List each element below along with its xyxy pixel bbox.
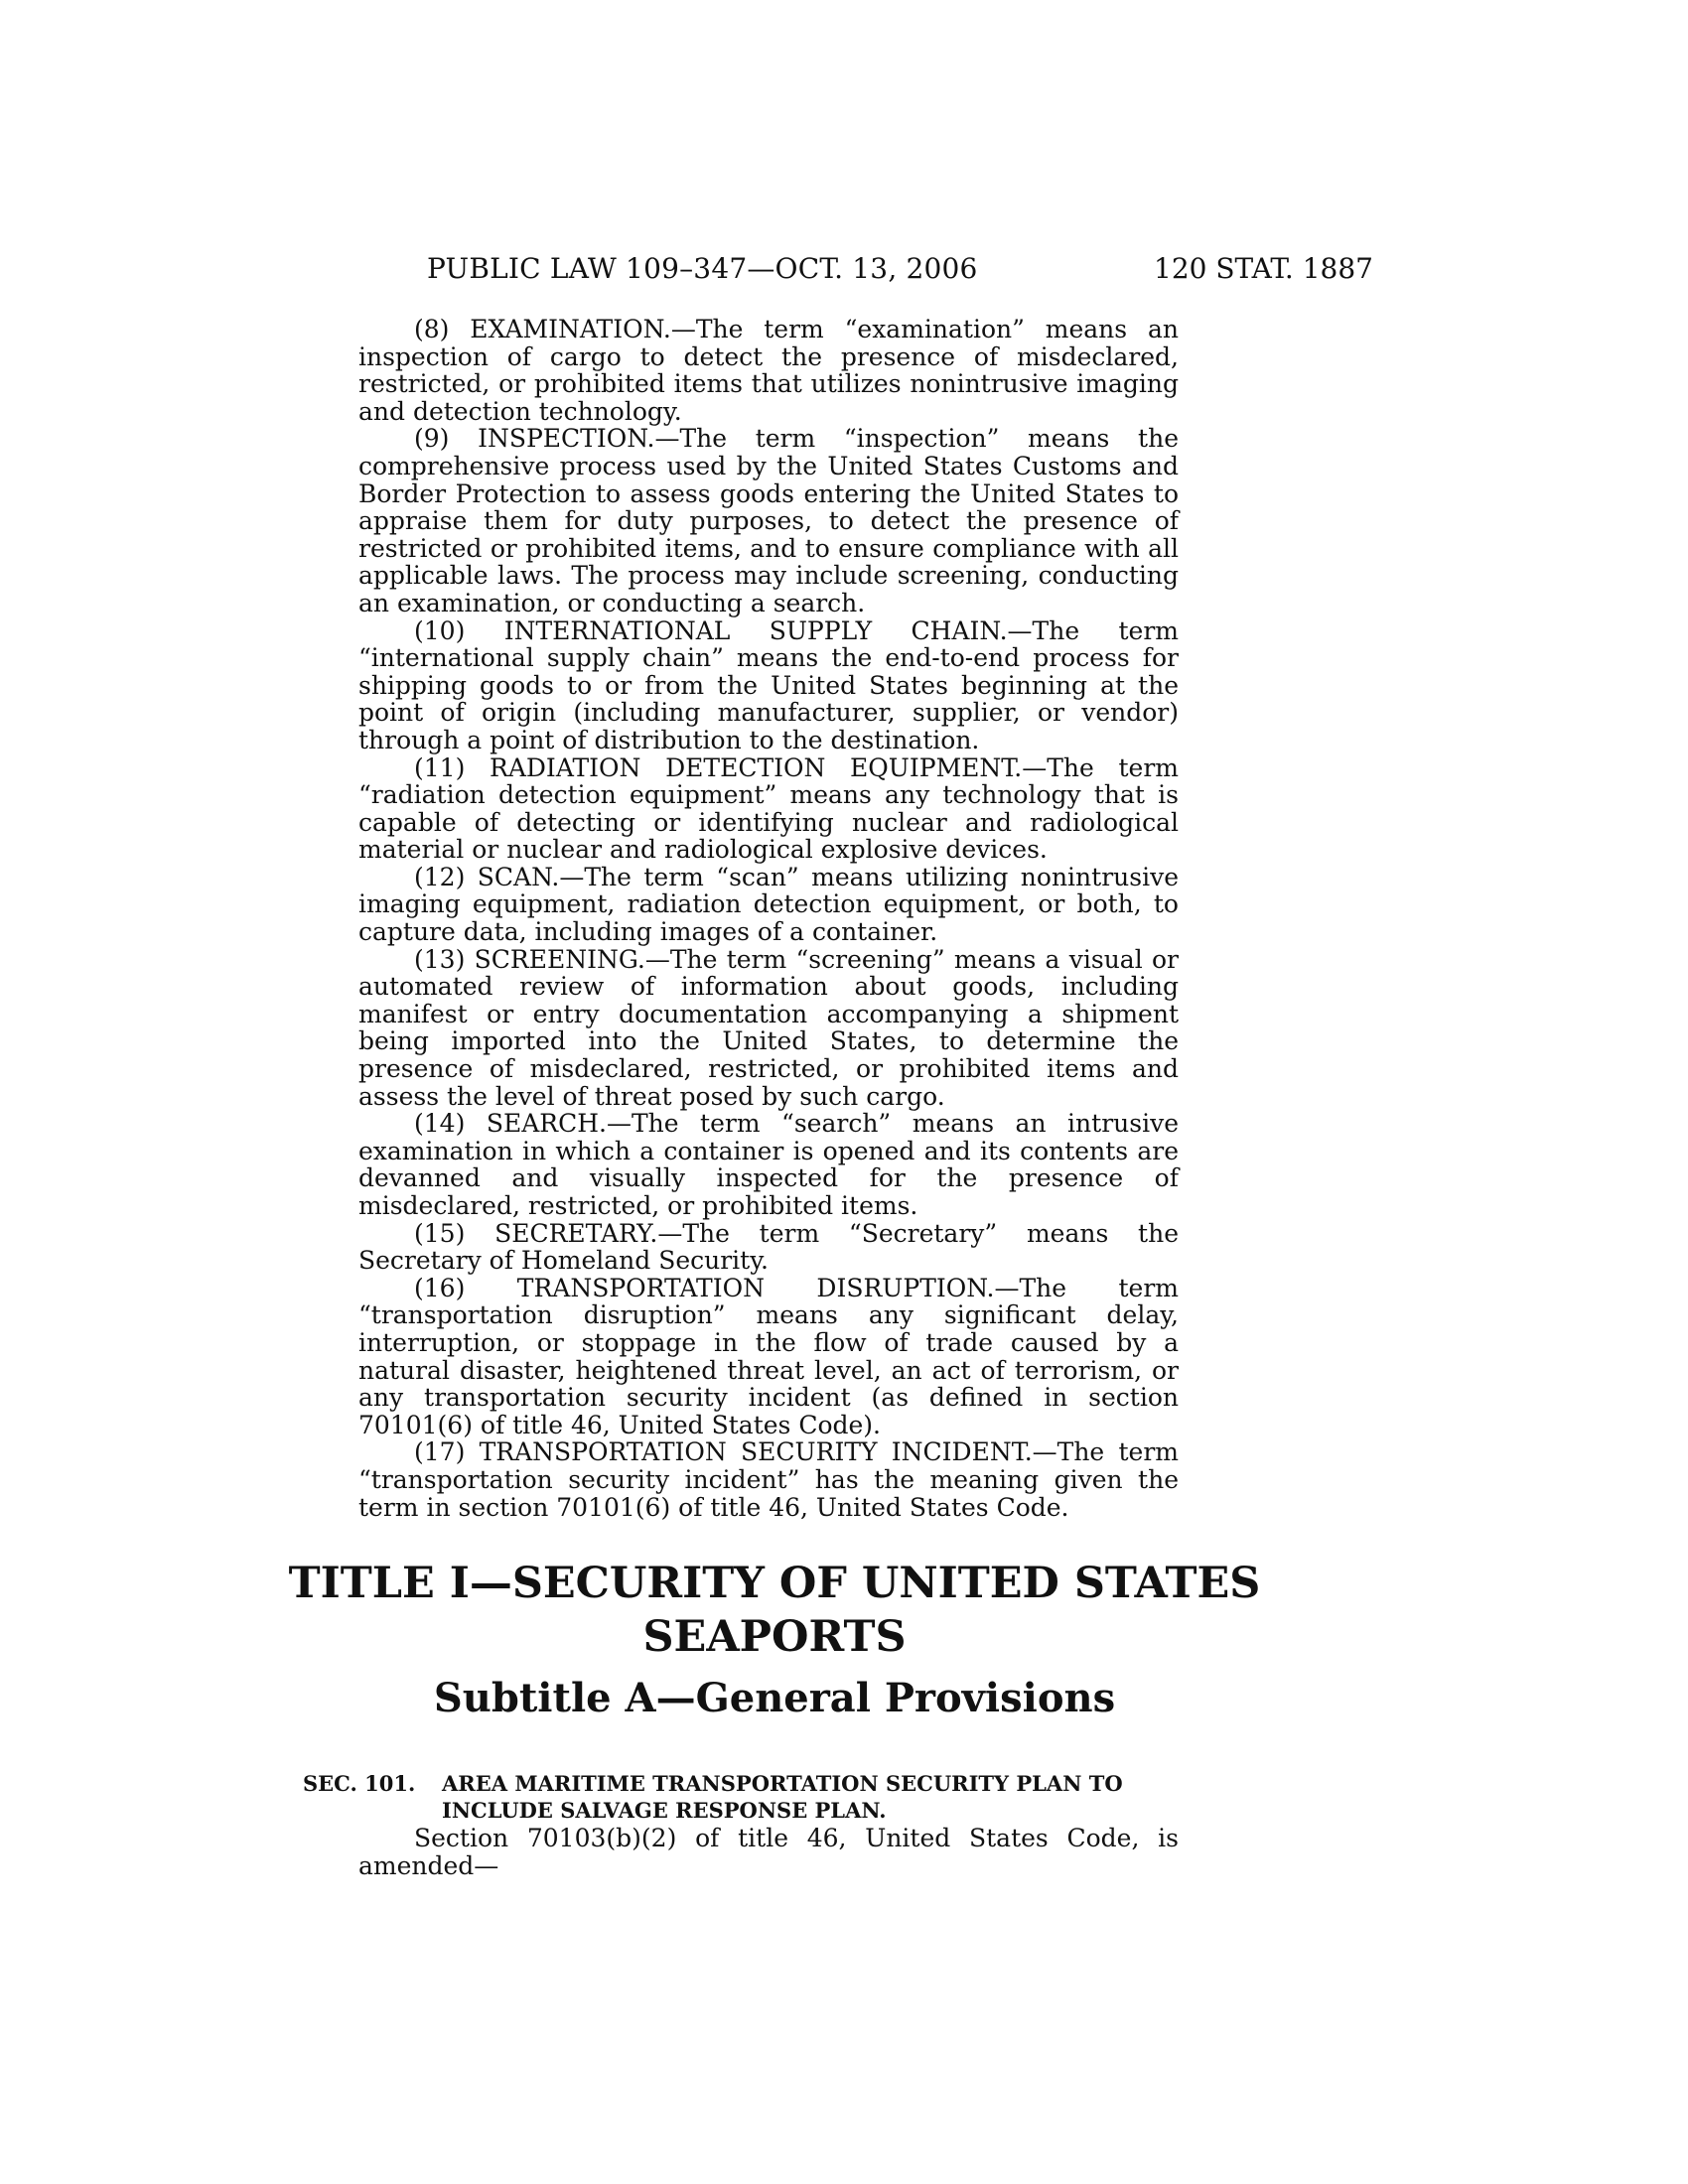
definition-number: (12) bbox=[414, 862, 466, 891]
section-number: SEC. 101. bbox=[303, 1771, 416, 1796]
definitions-list bbox=[358, 316, 1179, 1521]
definition-number: (11) bbox=[414, 752, 466, 782]
definition-term: INSPECTION. bbox=[478, 424, 655, 454]
definition-item bbox=[358, 1275, 1179, 1439]
definition-number: (8) bbox=[414, 315, 450, 343]
definition-item bbox=[358, 425, 1179, 616]
definition-number: (14) bbox=[414, 1109, 466, 1139]
definition-number: (10) bbox=[414, 615, 466, 645]
definition-item bbox=[358, 1220, 1179, 1275]
definition-item bbox=[358, 1110, 1179, 1219]
definition-item bbox=[358, 946, 1179, 1111]
section-heading-line-2: INCLUDE SALVAGE RESPONSE PLAN. bbox=[442, 1798, 887, 1823]
definition-body: —The term “search” means an intrusive examination in which a container is opened and its contents are devanned and visually inspected for the presence of misdeclared, restricted, or prohibited items. bbox=[358, 1109, 1179, 1220]
definition-term: RADIATION DETECTION EQUIPMENT. bbox=[490, 752, 1023, 782]
definition-term: SECRETARY. bbox=[494, 1218, 658, 1248]
definition-body: —The term “international supply chain” means the end-to-end process for shipping goods to or from the United States beginning at the point of origin (including manufacturer, supplier, or vendor) through a point of distribution to the destination. bbox=[358, 615, 1179, 754]
running-header-law: PUBLIC LAW 109–347—OCT. 13, 2006 bbox=[427, 252, 978, 285]
title-heading bbox=[278, 1557, 1271, 1664]
definition-term: SCAN. bbox=[477, 862, 560, 891]
definition-item bbox=[358, 864, 1179, 946]
definition-body: —The term “Secretary” means the Secretary of Homeland Security. bbox=[358, 1218, 1179, 1276]
definition-body: —The term “screening” means a visual or automated review of information about goods, including manifest or entry documentation accompanying a shipment being imported into the United States, to determine the presence of misdeclared, restricted, or prohibited items and assess the level of threat posed by such cargo. bbox=[358, 944, 1179, 1111]
section-heading bbox=[303, 1770, 1181, 1824]
definition-body: —The term “transportation security incident” has the meaning given the term in section 70101(6) of title 46, United States Code. bbox=[358, 1437, 1179, 1522]
definition-body: —The term “scan” means utilizing nonintrusive imaging equipment, radiation detection equipment, or both, to capture data, including images of a container. bbox=[358, 862, 1179, 947]
title-line-2: SEAPORTS bbox=[642, 1612, 907, 1662]
definition-item bbox=[358, 1438, 1179, 1521]
definition-term: SCREENING. bbox=[474, 944, 645, 974]
definition-body: —The term “radiation detection equipment” means any technology that is capable of detecting or identifying nuclear and radiological material or nuclear and radiological explosive devices. bbox=[358, 752, 1180, 865]
definition-number: (16) bbox=[414, 1273, 466, 1302]
definition-term: TRANSPORTATION SECURITY INCIDENT. bbox=[479, 1437, 1033, 1467]
section-heading-line-1: AREA MARITIME TRANSPORTATION SECURITY PLAN TO bbox=[442, 1771, 1123, 1796]
running-header-stat: 120 STAT. 1887 bbox=[1154, 252, 1373, 285]
definition-number: (15) bbox=[414, 1218, 466, 1248]
definition-term: EXAMINATION. bbox=[470, 315, 671, 343]
section-body-text: Section 70103(b)(2) of title 46, United States Code, is amended— bbox=[358, 1824, 1179, 1880]
definition-body: —The term “examination” means an inspection of cargo to detect the presence of misdeclared, restricted, or prohibited items that utilizes nonintrusive imaging and detection technology. bbox=[358, 315, 1179, 426]
definition-term: SEARCH. bbox=[486, 1109, 607, 1139]
definition-term: TRANSPORTATION DISRUPTION. bbox=[516, 1273, 995, 1302]
definition-number: (17) bbox=[414, 1437, 466, 1467]
definition-item bbox=[358, 617, 1179, 754]
definition-body: —The term “transportation disruption” means any significant delay, interruption, or stoppage in the flow of trade caused by a natural disaster, heightened threat level, an act of terrorism, or any transportation security incident (as defined in section 70101(6) of title 46, United States Code). bbox=[358, 1273, 1179, 1439]
definition-term: INTERNATIONAL SUPPLY CHAIN. bbox=[503, 615, 1008, 645]
definition-number: (9) bbox=[414, 424, 450, 454]
title-line-1: TITLE I—SECURITY OF UNITED STATES bbox=[288, 1559, 1261, 1608]
definition-body: —The term “inspection” means the comprehensive process used by the United States Customs and Border Protection to assess goods entering the United States to appraise them for duty purposes, to detect the presence of restricted or prohibited items, and to ensure compliance with all applicable laws. The process may include screening, conducting an examination, or conducting a search. bbox=[358, 424, 1179, 617]
definition-item bbox=[358, 754, 1179, 864]
definition-item bbox=[358, 316, 1179, 425]
definition-number: (13) bbox=[414, 944, 466, 974]
subtitle-heading: Subtitle A—General Provisions bbox=[433, 1675, 1116, 1721]
